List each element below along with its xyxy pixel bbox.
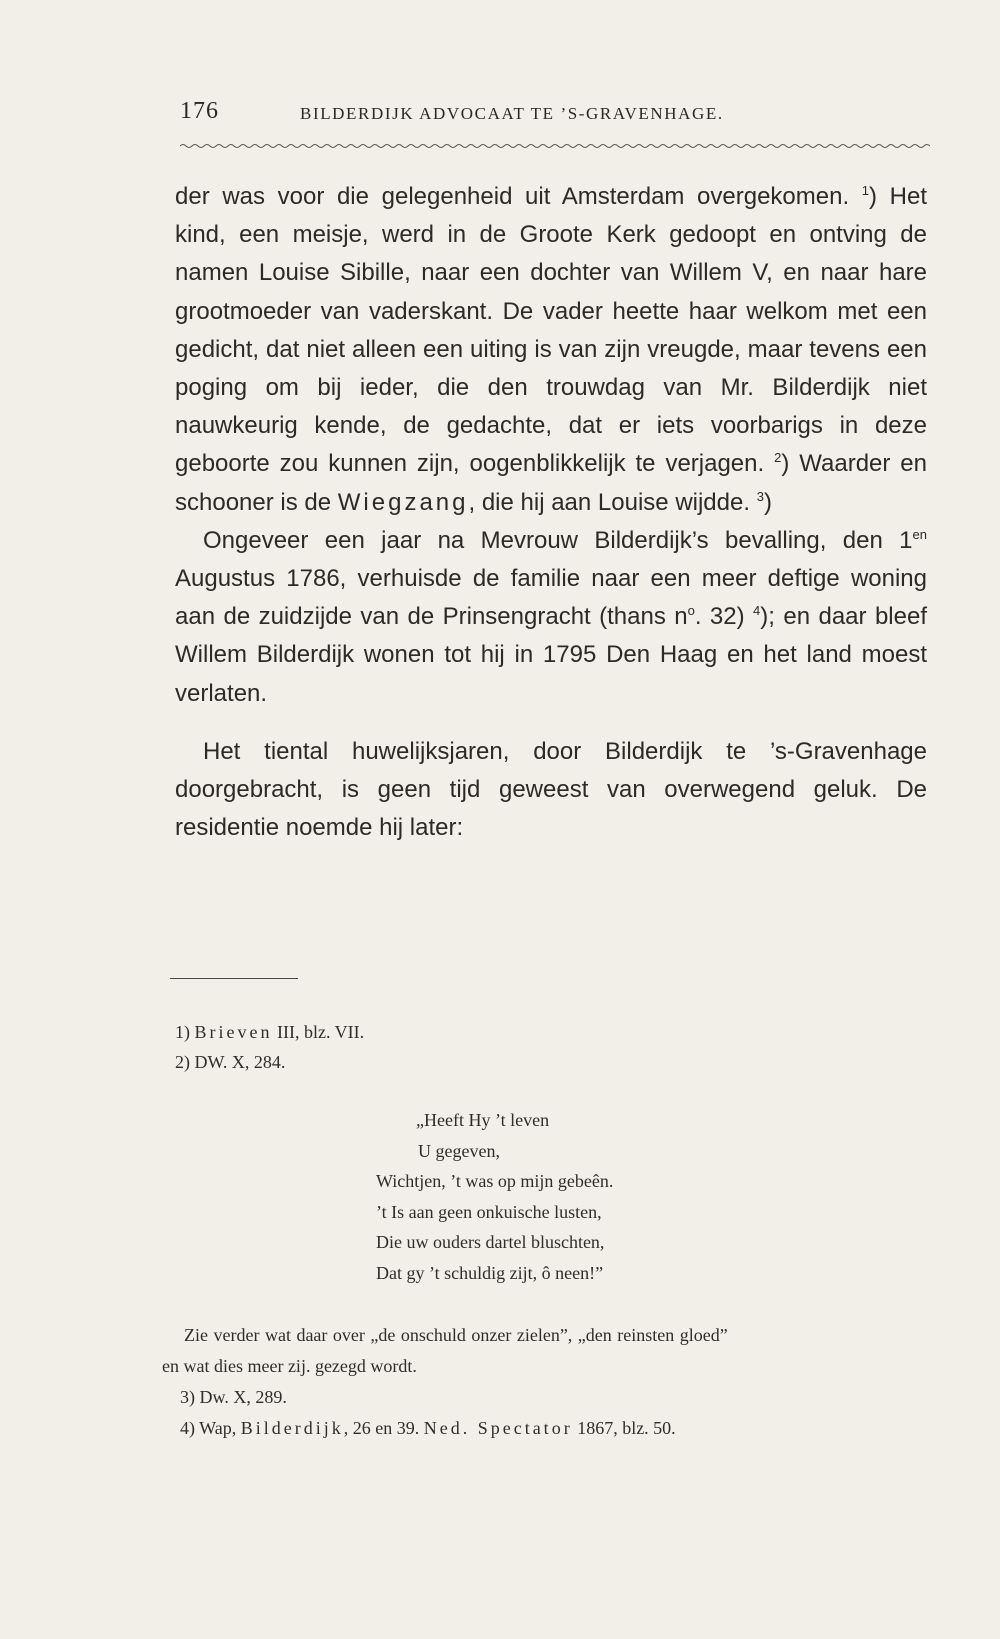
footnotes-bottom bbox=[162, 1320, 932, 1444]
poem-line: U gegeven, bbox=[418, 1140, 500, 1161]
header-wavy-rule bbox=[180, 143, 930, 149]
poem-line: Dat gy ’t schuldig zijt, ô neen!” bbox=[376, 1262, 604, 1283]
footnote-ref-4: 4 bbox=[753, 603, 761, 619]
footnote-ref-3: 3 bbox=[756, 488, 764, 504]
running-title: BILDERDIJK ADVOCAAT TE ’S-GRAVENHAGE. bbox=[300, 104, 724, 123]
footnote-1: 1) Brieven III, blz. VII. bbox=[175, 1022, 365, 1042]
title-wiegzang: Wiegzang bbox=[337, 488, 469, 516]
poem-line: Die uw ouders dartel bluschten, bbox=[376, 1232, 605, 1253]
footnote-2: 2) DW. X, 284. bbox=[175, 1052, 286, 1072]
footnote-2-continuation-end: en wat dies meer zij. gezegd wordt. bbox=[162, 1356, 417, 1376]
footnote-3: 3) Dw. X, 289. bbox=[180, 1387, 287, 1407]
footnote-rule bbox=[170, 978, 298, 979]
poem-line: Wichtjen, ’t was op mijn gebeên. bbox=[376, 1171, 614, 1192]
paragraph-1: der was voor die gelegenheid uit Amsterdam overgekomen. $^1$) Het kind, een meisje, werd in de Groote Kerk gedoopt en ontving de namen Louise Sibille, naar een dochter van Willem V, en naar hare grootmoeder van vaderskant. De vader heette haar welkom met een gedicht, dat niet alleen een uiting is van zijn vreugde, maar tevens een poging om bij ieder, die den trouwdag van Mr. Bilderdijk niet nauwkeurig kende, de gedachte, dat er iets voorbarigs in deze geboorte zou kunnen zijn, oogenblikkelijk te verjagen. $^2$) Waarder en schooner is de Wiegzang, die hij aan Louise wijdde. $^3$) bbox=[175, 183, 927, 516]
page-number: 176 bbox=[180, 98, 219, 124]
footnote-2-continuation: Zie verder wat daar over „de onschuld onzer zielen”, „den reinsten gloed” bbox=[184, 1325, 728, 1345]
footnotes-top bbox=[175, 1017, 775, 1077]
body-text bbox=[175, 178, 927, 847]
paragraph-3: Het tiental huwelijksjaren, door Bilderdijk te ’s-Gravenhage doorgebracht, is geen tijd geweest van overwegend geluk. De residentie noemde hij later: bbox=[175, 737, 927, 842]
running-head bbox=[180, 98, 940, 138]
footnote-ref-2: 2 bbox=[774, 450, 782, 466]
footnote-ref-1: 1 bbox=[861, 183, 869, 198]
poem-line: „Heeft Hy ’t leven bbox=[416, 1110, 550, 1130]
paragraph-2: Ongeveer een jaar na Mevrouw Bilderdijk’s bevalling, den $1^{en}$ Augustus 1786, verhuisde de familie naar een meer deftige woning aan de zuidzijde van de Prinsengracht (thans $n^o$. 32) $^4$); en daar bleef Willem Bilderdijk wonen tot hij in 1795 Den Haag en het land moest verlaten. bbox=[175, 526, 927, 707]
poem-quote bbox=[376, 1105, 736, 1289]
footnote-4: 4) Wap, Bilderdijk, 26 en 39. Ned. Spectator 1867, blz. 50. bbox=[180, 1418, 676, 1438]
poem-line: ’t Is aan geen onkuische lusten, bbox=[376, 1201, 602, 1222]
